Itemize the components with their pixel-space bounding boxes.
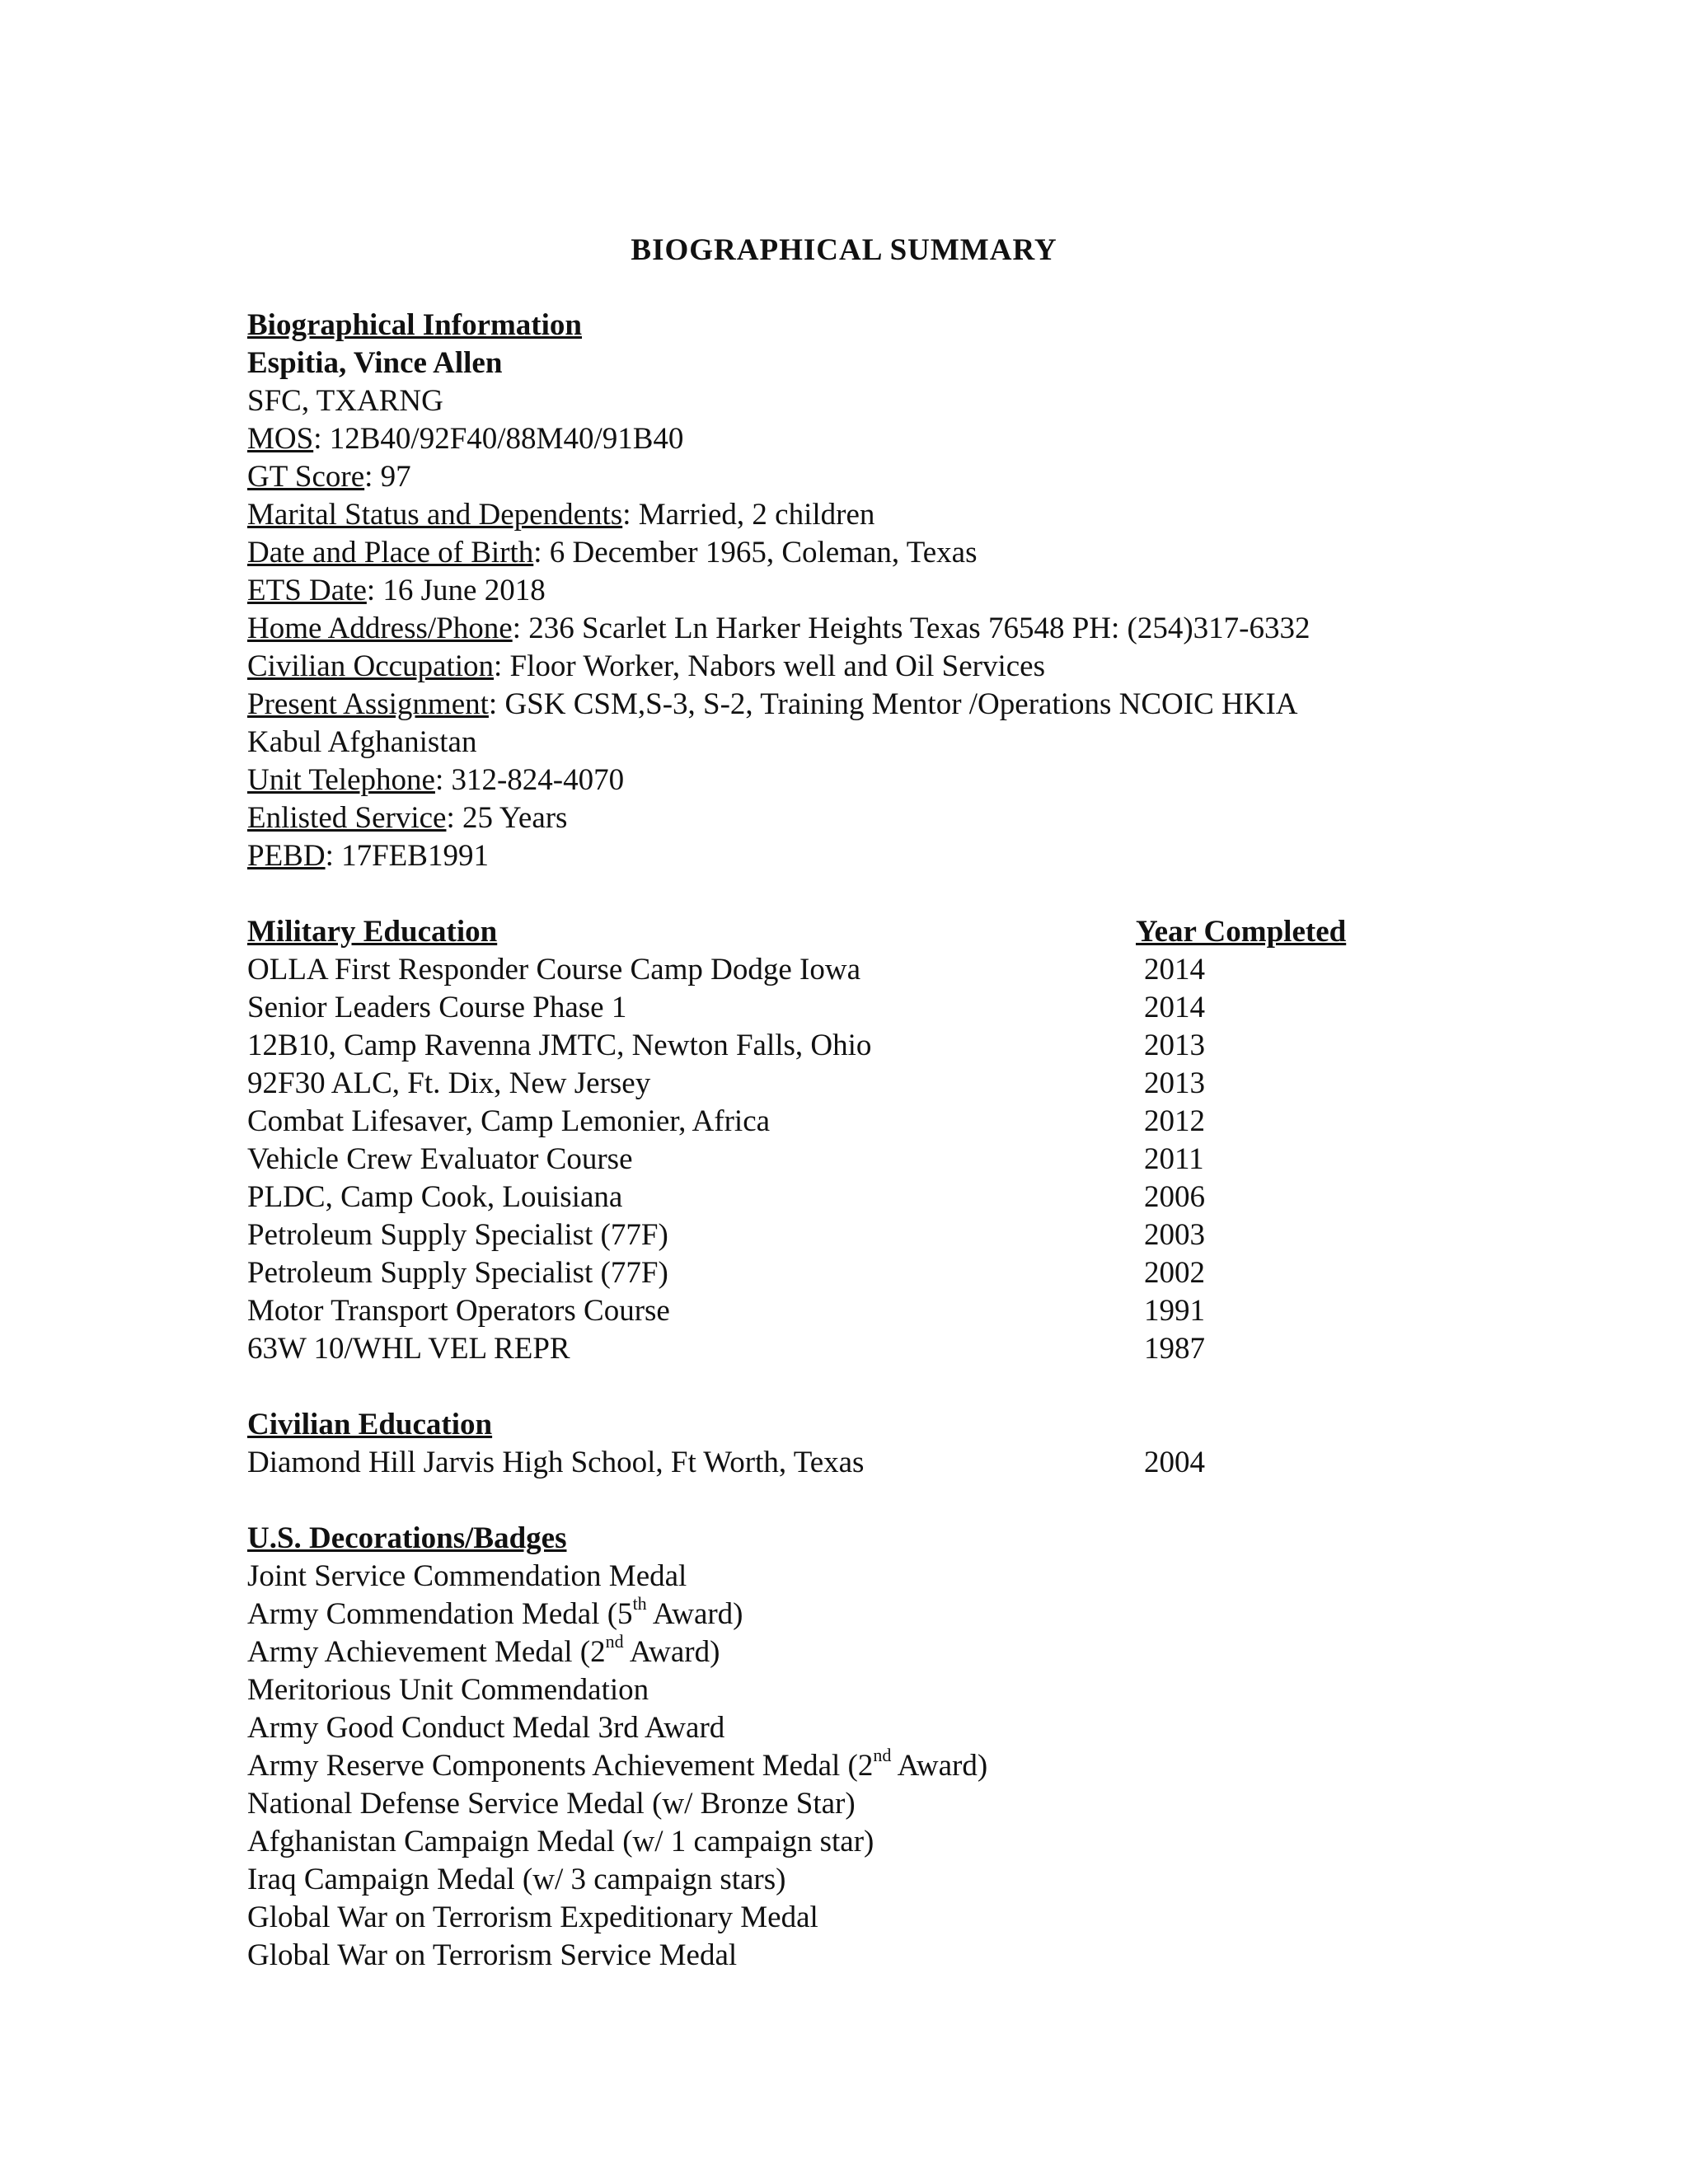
decoration-text: Army Commendation Medal (5 [247, 1597, 633, 1631]
decorations-list [247, 1558, 1442, 1975]
military-education-row [247, 1292, 1442, 1330]
bio-field-label: MOS [247, 422, 314, 456]
course-name: 63W 10/WHL VEL REPR [247, 1332, 570, 1366]
bio-field-value: : 16 June 2018 [366, 574, 546, 607]
school-year: 2004 [1144, 1446, 1205, 1479]
decoration-item [247, 1823, 1442, 1861]
course-name: Motor Transport Operators Course [247, 1294, 670, 1328]
civilian-education-heading: Civilian Education [247, 1408, 493, 1441]
bio-field-value: : 12B40/92F40/88M40/91B40 [313, 422, 684, 456]
course-name: Combat Lifesaver, Camp Lemonier, Africa [247, 1104, 771, 1138]
bio-field [247, 420, 1442, 458]
decoration-text-end: Award) [623, 1635, 720, 1669]
decoration-text: Global War on Terrorism Expeditionary Medal [247, 1900, 818, 1934]
decoration-item [247, 1558, 1442, 1596]
decoration-item [247, 1744, 1442, 1785]
course-name: 92F30 ALC, Ft. Dix, New Jersey [247, 1066, 651, 1100]
decoration-item [247, 1785, 1442, 1823]
bio-field-label: Date and Place of Birth [247, 536, 534, 569]
bio-field-value: : 25 Years [446, 801, 568, 835]
decoration-text: Meritorious Unit Commendation [247, 1673, 649, 1707]
course-year: 1987 [1144, 1332, 1205, 1366]
military-education-row [247, 989, 1442, 1027]
military-education-row [247, 1065, 1442, 1103]
section-spacer [247, 1482, 1442, 1520]
section-spacer [247, 875, 1442, 913]
document-body [247, 307, 1442, 1975]
bio-field-value: : GSK CSM,S-3, S-2, Training Mentor /Operations NCOIC HKIA [488, 687, 1298, 721]
bio-field [247, 534, 1442, 572]
bio-field-value: : 312-824-4070 [434, 763, 625, 797]
military-education-row [247, 1179, 1442, 1216]
course-name: Petroleum Supply Specialist (77F) [247, 1256, 668, 1290]
military-education-row [247, 1141, 1442, 1179]
decoration-text: Army Achievement Medal (2 [247, 1635, 606, 1669]
decoration-text: Iraq Campaign Medal (w/ 3 campaign stars) [247, 1863, 786, 1896]
bio-field-label: ETS Date [247, 574, 367, 607]
decoration-text: Afghanistan Campaign Medal (w/ 1 campaign star) [247, 1825, 874, 1858]
bio-fields [247, 420, 1442, 724]
course-name: Senior Leaders Course Phase 1 [247, 991, 627, 1024]
civilian-education-list [247, 1444, 1442, 1482]
bio-field-label: Unit Telephone [247, 763, 435, 797]
decoration-text: Army Reserve Components Achievement Medal (2 [247, 1749, 874, 1783]
section-spacer [247, 1368, 1442, 1406]
course-year: 2003 [1144, 1218, 1205, 1252]
decoration-ordinal: nd [873, 1744, 892, 1765]
decoration-ordinal: th [632, 1592, 647, 1614]
decoration-item [247, 1861, 1442, 1899]
bio-field [247, 458, 1442, 496]
bio-field [247, 648, 1442, 686]
decorations-heading: U.S. Decorations/Badges [247, 1521, 567, 1555]
decoration-item [247, 1671, 1442, 1709]
military-education-row [247, 1330, 1442, 1368]
bio-field-label: GT Score [247, 460, 365, 494]
assignment-continued: Kabul Afghanistan [247, 725, 477, 759]
bio-field-label: Marital Status and Dependents [247, 498, 623, 532]
decoration-text-end: Award) [891, 1749, 988, 1783]
military-education-row [247, 1216, 1442, 1254]
bio-field-label: Enlisted Service [247, 801, 447, 835]
bio-field-label: Present Assignment [247, 687, 489, 721]
bio-field-value: : 17FEB1991 [325, 839, 489, 873]
decoration-item [247, 1899, 1442, 1937]
bio-field [247, 610, 1442, 648]
course-year: 2006 [1144, 1180, 1205, 1214]
decoration-text-end: Award) [646, 1597, 743, 1631]
bio-field [247, 837, 1442, 875]
bio-field [247, 572, 1442, 610]
course-name: 12B10, Camp Ravenna JMTC, Newton Falls, Ohio [247, 1029, 872, 1062]
course-year: 2014 [1144, 953, 1205, 987]
course-year: 2014 [1144, 991, 1205, 1024]
course-year: 2013 [1144, 1029, 1205, 1062]
course-year: 2002 [1144, 1256, 1205, 1290]
document-title: BIOGRAPHICAL SUMMARY [631, 233, 1057, 267]
civilian-education-row [247, 1444, 1442, 1482]
school-name: Diamond Hill Jarvis High School, Ft Worth, Texas [247, 1446, 865, 1479]
military-education-row [247, 951, 1442, 989]
course-year: 2013 [1144, 1066, 1205, 1100]
decoration-item [247, 1630, 1442, 1671]
military-education-header [247, 913, 1442, 951]
person-name: Espitia, Vince Allen [247, 346, 503, 380]
bio-field-value: : 6 December 1965, Coleman, Texas [533, 536, 978, 569]
military-education-heading: Military Education [247, 915, 498, 949]
bio-field-value: : Married, 2 children [622, 498, 875, 532]
military-education-row [247, 1103, 1442, 1141]
bio-field-value: : 236 Scarlet Ln Harker Heights Texas 76548 PH: (254)317-6332 [512, 612, 1311, 645]
decoration-ordinal: nd [605, 1630, 624, 1652]
bio-field-label: Civilian Occupation [247, 649, 495, 683]
course-name: PLDC, Camp Cook, Louisiana [247, 1180, 623, 1214]
bio-heading: Biographical Information [247, 308, 582, 342]
course-year: 1991 [1144, 1294, 1205, 1328]
decoration-text: Joint Service Commendation Medal [247, 1559, 687, 1593]
bio-field-label: PEBD [247, 839, 326, 873]
decoration-item [247, 1709, 1442, 1747]
course-year: 2012 [1144, 1104, 1205, 1138]
bio-field [247, 686, 1442, 724]
bio-field-value: : Floor Worker, Nabors well and Oil Services [494, 649, 1045, 683]
military-education-list [247, 951, 1442, 1368]
military-education-row [247, 1254, 1442, 1292]
bio-fields-after [247, 762, 1442, 875]
course-name: OLLA First Responder Course Camp Dodge Iowa [247, 953, 861, 987]
rank-unit: SFC, TXARNG [247, 384, 443, 418]
decoration-text: National Defense Service Medal (w/ Bronze Star) [247, 1787, 856, 1821]
decoration-item [247, 1592, 1442, 1633]
bio-field-value: : 97 [364, 460, 411, 494]
decoration-item [247, 1937, 1442, 1975]
course-name: Vehicle Crew Evaluator Course [247, 1142, 633, 1176]
bio-field-label: Home Address/Phone [247, 612, 513, 645]
course-year: 2011 [1144, 1142, 1204, 1176]
bio-field [247, 762, 1442, 799]
decoration-text: Army Good Conduct Medal 3rd Award [247, 1711, 725, 1745]
bio-field [247, 496, 1442, 534]
bio-field [247, 799, 1442, 837]
year-completed-heading: Year Completed [1136, 915, 1347, 949]
course-name: Petroleum Supply Specialist (77F) [247, 1218, 668, 1252]
decoration-text: Global War on Terrorism Service Medal [247, 1938, 738, 1972]
military-education-row [247, 1027, 1442, 1065]
